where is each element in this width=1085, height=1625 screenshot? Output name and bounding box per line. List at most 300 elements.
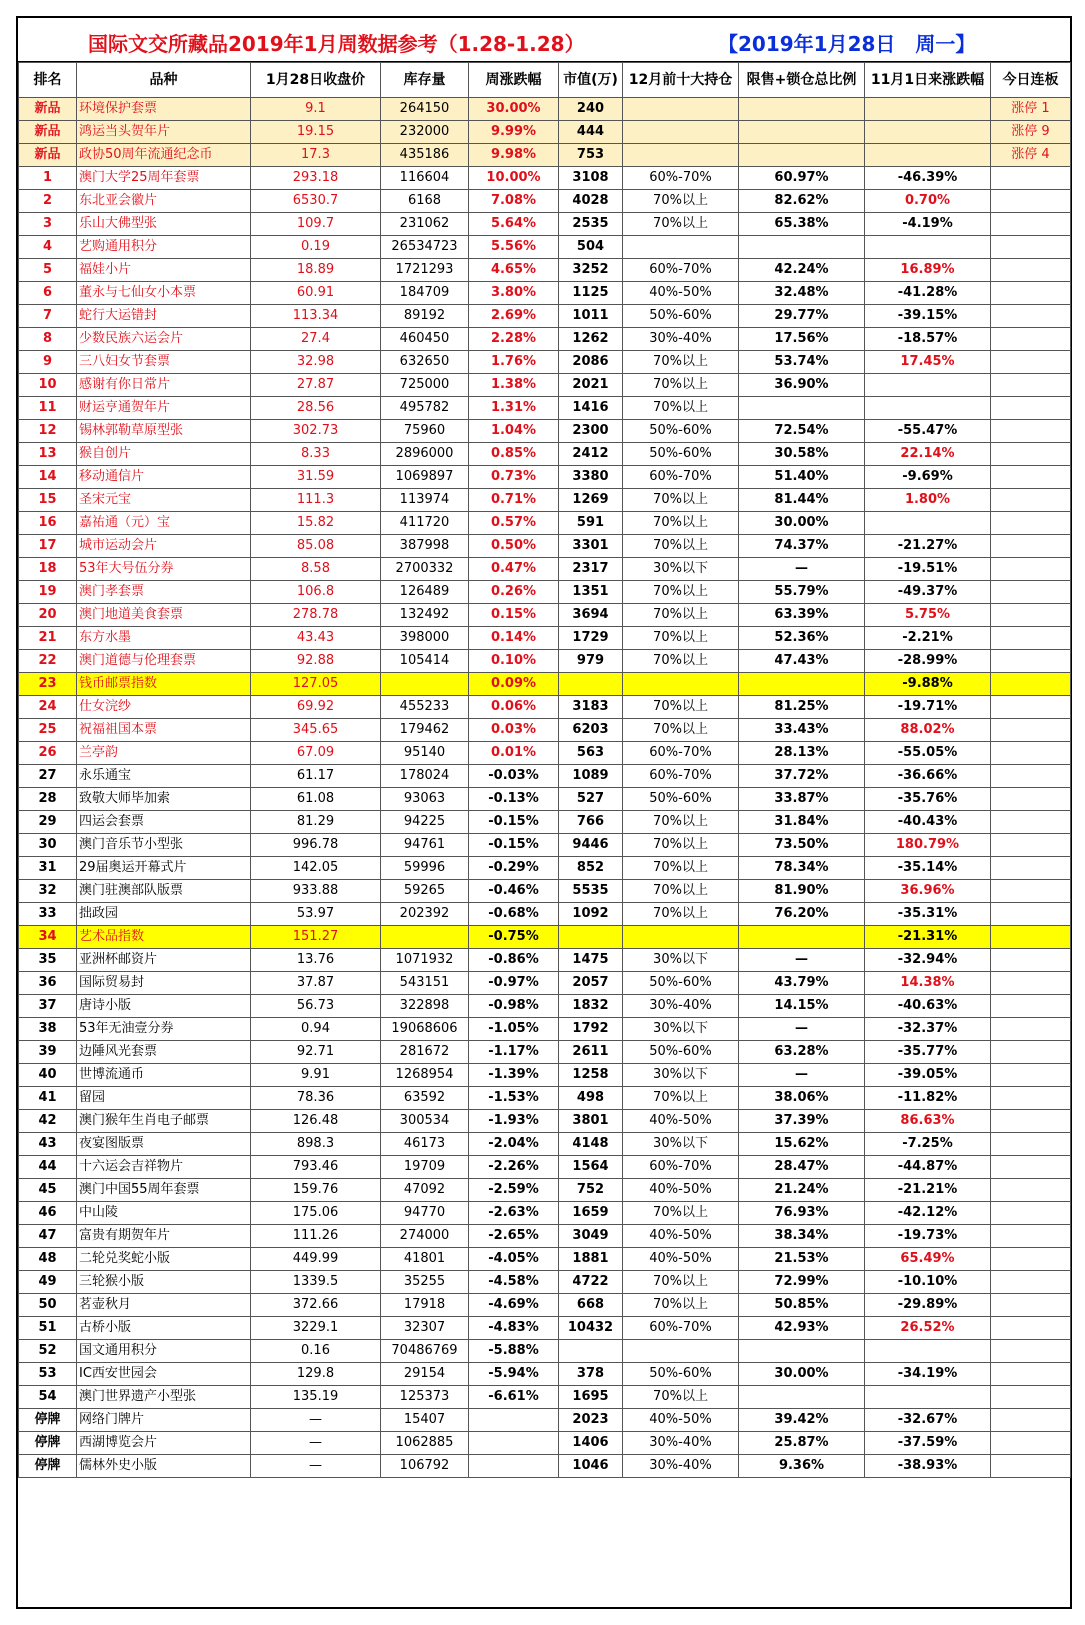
table-row[interactable]	[19, 788, 1071, 811]
cell-market-cap: 4722	[559, 1271, 623, 1294]
cell-since-nov1: -40.43%	[865, 811, 991, 834]
cell-locked-ratio: 36.90%	[739, 374, 865, 397]
cell-locked-ratio: 30.58%	[739, 443, 865, 466]
table-row[interactable]	[19, 512, 1071, 535]
cell-close: 9.1	[251, 98, 381, 121]
cell-rank: 51	[19, 1317, 77, 1340]
cell-top10-holding: 30%以下	[623, 949, 739, 972]
cell-locked-ratio: 31.84%	[739, 811, 865, 834]
table-row[interactable]	[19, 236, 1071, 259]
table-row[interactable]	[19, 604, 1071, 627]
cell-locked-ratio: 47.43%	[739, 650, 865, 673]
table-row[interactable]	[19, 673, 1071, 696]
cell-limit-streak	[991, 1156, 1071, 1179]
cell-name: 艺术品指数	[77, 926, 251, 949]
cell-weekly-change: 5.64%	[469, 213, 559, 236]
cell-close: 8.58	[251, 558, 381, 581]
cell-since-nov1: -36.66%	[865, 765, 991, 788]
cell-locked-ratio: 55.79%	[739, 581, 865, 604]
cell-since-nov1: 1.80%	[865, 489, 991, 512]
cell-market-cap: 3252	[559, 259, 623, 282]
table-row[interactable]	[19, 903, 1071, 926]
cell-rank: 12	[19, 420, 77, 443]
cell-market-cap: 5535	[559, 880, 623, 903]
cell-stock: 126489	[381, 581, 469, 604]
cell-weekly-change: 10.00%	[469, 167, 559, 190]
table-row[interactable]	[19, 443, 1071, 466]
cell-rank: 31	[19, 857, 77, 880]
cell-since-nov1: 36.96%	[865, 880, 991, 903]
cell-locked-ratio: 14.15%	[739, 995, 865, 1018]
table-row[interactable]	[19, 489, 1071, 512]
cell-rank: 35	[19, 949, 77, 972]
cell-since-nov1: 14.38%	[865, 972, 991, 995]
cell-since-nov1	[865, 144, 991, 167]
cell-limit-streak	[991, 581, 1071, 604]
cell-limit-streak: 涨停 1	[991, 98, 1071, 121]
table-row[interactable]	[19, 305, 1071, 328]
cell-stock: 70486769	[381, 1340, 469, 1363]
cell-locked-ratio: 81.44%	[739, 489, 865, 512]
cell-close: 61.17	[251, 765, 381, 788]
cell-market-cap: 2611	[559, 1041, 623, 1064]
cell-name: 国际贸易封	[77, 972, 251, 995]
cell-market-cap: 3183	[559, 696, 623, 719]
cell-locked-ratio: 37.39%	[739, 1110, 865, 1133]
cell-locked-ratio: 42.24%	[739, 259, 865, 282]
cell-top10-holding	[623, 121, 739, 144]
cell-top10-holding: 70%以上	[623, 627, 739, 650]
cell-market-cap: 504	[559, 236, 623, 259]
cell-since-nov1: -28.99%	[865, 650, 991, 673]
cell-name: 澳门地道美食套票	[77, 604, 251, 627]
cell-stock: 281672	[381, 1041, 469, 1064]
cell-weekly-change: -0.03%	[469, 765, 559, 788]
cell-limit-streak	[991, 305, 1071, 328]
cell-rank: 4	[19, 236, 77, 259]
cell-top10-holding: 50%-60%	[623, 305, 739, 328]
cell-weekly-change: 1.76%	[469, 351, 559, 374]
table-row[interactable]	[19, 328, 1071, 351]
cell-locked-ratio: 21.53%	[739, 1248, 865, 1271]
cell-rank: 3	[19, 213, 77, 236]
cell-since-nov1: -49.37%	[865, 581, 991, 604]
cell-locked-ratio: —	[739, 558, 865, 581]
cell-since-nov1: 86.63%	[865, 1110, 991, 1133]
cell-close: 302.73	[251, 420, 381, 443]
table-row[interactable]	[19, 995, 1071, 1018]
sheet-date: 【2019年1月28日 周一】	[718, 32, 976, 56]
header-market-cap[interactable]: 市值(万)	[559, 63, 623, 98]
cell-rank: 新品	[19, 144, 77, 167]
cell-weekly-change: 5.56%	[469, 236, 559, 259]
cell-name: 三轮猴小版	[77, 1271, 251, 1294]
cell-top10-holding: 70%以上	[623, 535, 739, 558]
table-row[interactable]	[19, 1041, 1071, 1064]
cell-limit-streak	[991, 397, 1071, 420]
cell-close: 372.66	[251, 1294, 381, 1317]
cell-rank: 42	[19, 1110, 77, 1133]
cell-locked-ratio	[739, 1386, 865, 1409]
cell-top10-holding: 70%以上	[623, 397, 739, 420]
cell-weekly-change: 1.38%	[469, 374, 559, 397]
cell-market-cap: 1011	[559, 305, 623, 328]
cell-market-cap: 240	[559, 98, 623, 121]
table-row[interactable]	[19, 1409, 1071, 1432]
table-row[interactable]	[19, 719, 1071, 742]
cell-since-nov1: -10.10%	[865, 1271, 991, 1294]
cell-top10-holding	[623, 144, 739, 167]
cell-weekly-change: -4.83%	[469, 1317, 559, 1340]
cell-name: 富贵有期贺年片	[77, 1225, 251, 1248]
cell-close: 1339.5	[251, 1271, 381, 1294]
cell-since-nov1: -46.39%	[865, 167, 991, 190]
table-row[interactable]	[19, 1064, 1071, 1087]
cell-since-nov1: 0.70%	[865, 190, 991, 213]
table-row[interactable]	[19, 926, 1071, 949]
cell-weekly-change: -0.15%	[469, 811, 559, 834]
table-row[interactable]	[19, 1340, 1071, 1363]
table-row[interactable]	[19, 627, 1071, 650]
table-row[interactable]	[19, 144, 1071, 167]
cell-limit-streak	[991, 535, 1071, 558]
table-row[interactable]	[19, 1156, 1071, 1179]
cell-since-nov1: -38.93%	[865, 1455, 991, 1478]
cell-weekly-change: 0.26%	[469, 581, 559, 604]
cell-top10-holding: 70%以上	[623, 857, 739, 880]
cell-rank: 38	[19, 1018, 77, 1041]
table-row[interactable]	[19, 1271, 1071, 1294]
cell-name: 世博流通币	[77, 1064, 251, 1087]
cell-close: 92.71	[251, 1041, 381, 1064]
cell-weekly-change: 0.73%	[469, 466, 559, 489]
cell-name: 国文通用积分	[77, 1340, 251, 1363]
cell-locked-ratio: 81.25%	[739, 696, 865, 719]
cell-since-nov1: -21.31%	[865, 926, 991, 949]
table-row[interactable]	[19, 880, 1071, 903]
cell-weekly-change: 0.14%	[469, 627, 559, 650]
cell-top10-holding: 50%-60%	[623, 1363, 739, 1386]
table-row[interactable]	[19, 581, 1071, 604]
cell-stock: 59996	[381, 857, 469, 880]
table-row[interactable]	[19, 742, 1071, 765]
cell-name: 城市运动会片	[77, 535, 251, 558]
cell-market-cap: 1092	[559, 903, 623, 926]
cell-rank: 49	[19, 1271, 77, 1294]
cell-stock: 26534723	[381, 236, 469, 259]
cell-weekly-change: 0.09%	[469, 673, 559, 696]
cell-weekly-change: 0.10%	[469, 650, 559, 673]
table-row[interactable]	[19, 650, 1071, 673]
table-body	[19, 98, 1071, 1478]
cell-market-cap: 2021	[559, 374, 623, 397]
cell-top10-holding: 70%以上	[623, 1294, 739, 1317]
cell-since-nov1	[865, 397, 991, 420]
cell-locked-ratio: 37.72%	[739, 765, 865, 788]
header-row	[19, 63, 1071, 98]
cell-close: 159.76	[251, 1179, 381, 1202]
table-row[interactable]	[19, 1225, 1071, 1248]
cell-top10-holding: 70%以上	[623, 1087, 739, 1110]
cell-weekly-change: -5.94%	[469, 1363, 559, 1386]
header-weekly-change[interactable]: 周涨跌幅	[469, 63, 559, 98]
table-row[interactable]	[19, 535, 1071, 558]
cell-close: 8.33	[251, 443, 381, 466]
cell-market-cap: 1258	[559, 1064, 623, 1087]
cell-weekly-change: 0.01%	[469, 742, 559, 765]
cell-limit-streak	[991, 1133, 1071, 1156]
cell-weekly-change: 2.28%	[469, 328, 559, 351]
cell-rank: 46	[19, 1202, 77, 1225]
cell-close: 151.27	[251, 926, 381, 949]
table-row[interactable]	[19, 397, 1071, 420]
cell-since-nov1: 16.89%	[865, 259, 991, 282]
cell-market-cap: 1564	[559, 1156, 623, 1179]
cell-market-cap: 1695	[559, 1386, 623, 1409]
cell-name: 福娃小片	[77, 259, 251, 282]
table-row[interactable]	[19, 282, 1071, 305]
cell-limit-streak	[991, 650, 1071, 673]
cell-stock: 75960	[381, 420, 469, 443]
cell-rank: 39	[19, 1041, 77, 1064]
cell-limit-streak	[991, 1271, 1071, 1294]
table-row[interactable]	[19, 1317, 1071, 1340]
title-bar	[18, 18, 1070, 62]
cell-stock: 106792	[381, 1455, 469, 1478]
cell-rank: 28	[19, 788, 77, 811]
cell-rank: 8	[19, 328, 77, 351]
cell-stock: 15407	[381, 1409, 469, 1432]
cell-limit-streak	[991, 489, 1071, 512]
cell-locked-ratio: 42.93%	[739, 1317, 865, 1340]
table-row[interactable]	[19, 1110, 1071, 1133]
cell-market-cap: 591	[559, 512, 623, 535]
table-row[interactable]	[19, 1363, 1071, 1386]
table-row[interactable]	[19, 765, 1071, 788]
cell-stock: 95140	[381, 742, 469, 765]
cell-top10-holding: 30%-40%	[623, 1455, 739, 1478]
cell-stock: 46173	[381, 1133, 469, 1156]
cell-rank: 27	[19, 765, 77, 788]
header-top10-holding[interactable]: 12月前十大持仓	[623, 63, 739, 98]
cell-market-cap: 1125	[559, 282, 623, 305]
table-row[interactable]	[19, 1018, 1071, 1041]
cell-name: 53年无油壹分券	[77, 1018, 251, 1041]
cell-limit-streak	[991, 1409, 1071, 1432]
cell-limit-streak	[991, 558, 1071, 581]
cell-top10-holding	[623, 673, 739, 696]
cell-weekly-change: 0.15%	[469, 604, 559, 627]
cell-limit-streak	[991, 1455, 1071, 1478]
table-row[interactable]	[19, 558, 1071, 581]
cell-close: 449.99	[251, 1248, 381, 1271]
cell-close: 81.29	[251, 811, 381, 834]
cell-stock: 632650	[381, 351, 469, 374]
table-row[interactable]	[19, 190, 1071, 213]
cell-stock: 6168	[381, 190, 469, 213]
cell-rank: 34	[19, 926, 77, 949]
cell-rank: 7	[19, 305, 77, 328]
cell-market-cap: 9446	[559, 834, 623, 857]
cell-since-nov1	[865, 374, 991, 397]
cell-stock: 93063	[381, 788, 469, 811]
cell-top10-holding: 70%以上	[623, 489, 739, 512]
cell-locked-ratio: 74.37%	[739, 535, 865, 558]
cell-market-cap: 852	[559, 857, 623, 880]
cell-rank: 37	[19, 995, 77, 1018]
cell-close: 92.88	[251, 650, 381, 673]
cell-market-cap: 1416	[559, 397, 623, 420]
cell-weekly-change: 1.31%	[469, 397, 559, 420]
header-stock[interactable]: 库存量	[381, 63, 469, 98]
cell-name: 夜宴图版票	[77, 1133, 251, 1156]
cell-name: 澳门孝套票	[77, 581, 251, 604]
cell-since-nov1	[865, 121, 991, 144]
cell-limit-streak	[991, 1386, 1071, 1409]
table-row[interactable]	[19, 1179, 1071, 1202]
cell-top10-holding: 70%以上	[623, 190, 739, 213]
cell-close: 135.19	[251, 1386, 381, 1409]
cell-close: 53.97	[251, 903, 381, 926]
table-row[interactable]	[19, 1133, 1071, 1156]
cell-weekly-change: 0.57%	[469, 512, 559, 535]
cell-stock: 41801	[381, 1248, 469, 1271]
cell-weekly-change: -0.15%	[469, 834, 559, 857]
cell-limit-streak	[991, 1041, 1071, 1064]
cell-since-nov1: 5.75%	[865, 604, 991, 627]
table-row[interactable]	[19, 121, 1071, 144]
header-rank[interactable]: 排名	[19, 63, 77, 98]
cell-since-nov1	[865, 98, 991, 121]
cell-rank: 20	[19, 604, 77, 627]
table-row[interactable]	[19, 857, 1071, 880]
cell-close: 0.16	[251, 1340, 381, 1363]
header-locked-ratio[interactable]: 限售+锁仓总比例	[739, 63, 865, 98]
cell-limit-streak	[991, 1363, 1071, 1386]
cell-market-cap: 1475	[559, 949, 623, 972]
table-row[interactable]	[19, 1087, 1071, 1110]
cell-locked-ratio: 81.90%	[739, 880, 865, 903]
table-row[interactable]	[19, 811, 1071, 834]
cell-market-cap: 3108	[559, 167, 623, 190]
cell-name: 致敬大师毕加索	[77, 788, 251, 811]
cell-rank: 30	[19, 834, 77, 857]
cell-limit-streak	[991, 259, 1071, 282]
table-row[interactable]	[19, 1432, 1071, 1455]
header-since-nov1[interactable]: 11月1日来涨跌幅	[865, 63, 991, 98]
table-row[interactable]	[19, 259, 1071, 282]
cell-market-cap: 378	[559, 1363, 623, 1386]
cell-close: 61.08	[251, 788, 381, 811]
cell-close: 106.8	[251, 581, 381, 604]
cell-locked-ratio: 82.62%	[739, 190, 865, 213]
cell-since-nov1: 26.52%	[865, 1317, 991, 1340]
cell-close: 6530.7	[251, 190, 381, 213]
cell-weekly-change: 9.98%	[469, 144, 559, 167]
cell-limit-streak	[991, 972, 1071, 995]
cell-close: 67.09	[251, 742, 381, 765]
cell-close: 129.8	[251, 1363, 381, 1386]
table-row[interactable]	[19, 1455, 1071, 1478]
cell-top10-holding: 60%-70%	[623, 742, 739, 765]
table-row[interactable]	[19, 374, 1071, 397]
cell-top10-holding: 30%以下	[623, 1133, 739, 1156]
cell-market-cap: 4148	[559, 1133, 623, 1156]
cell-name: 政协50周年流通纪念币	[77, 144, 251, 167]
cell-market-cap: 766	[559, 811, 623, 834]
cell-close: —	[251, 1455, 381, 1478]
cell-limit-streak	[991, 351, 1071, 374]
table-row[interactable]	[19, 466, 1071, 489]
cell-limit-streak	[991, 374, 1071, 397]
table-row[interactable]	[19, 213, 1071, 236]
table-row[interactable]	[19, 167, 1071, 190]
cell-stock: 387998	[381, 535, 469, 558]
cell-market-cap: 2057	[559, 972, 623, 995]
cell-market-cap: 2086	[559, 351, 623, 374]
cell-since-nov1: -42.12%	[865, 1202, 991, 1225]
cell-stock	[381, 926, 469, 949]
cell-locked-ratio	[739, 673, 865, 696]
cell-limit-streak	[991, 420, 1071, 443]
table-row[interactable]	[19, 351, 1071, 374]
cell-market-cap: 1881	[559, 1248, 623, 1271]
cell-stock: 543151	[381, 972, 469, 995]
cell-since-nov1	[865, 1340, 991, 1363]
header-close[interactable]: 1月28日收盘价	[251, 63, 381, 98]
cell-rank: 16	[19, 512, 77, 535]
cell-locked-ratio: 15.62%	[739, 1133, 865, 1156]
table-row[interactable]	[19, 1386, 1071, 1409]
table-row[interactable]	[19, 420, 1071, 443]
cell-locked-ratio: 29.77%	[739, 305, 865, 328]
cell-close: 113.34	[251, 305, 381, 328]
table-row[interactable]	[19, 1202, 1071, 1225]
cell-limit-streak	[991, 742, 1071, 765]
cell-top10-holding: 70%以上	[623, 811, 739, 834]
cell-rank: 26	[19, 742, 77, 765]
table-row[interactable]	[19, 696, 1071, 719]
cell-close: 933.88	[251, 880, 381, 903]
cell-limit-streak	[991, 834, 1071, 857]
cell-top10-holding: 70%以上	[623, 213, 739, 236]
cell-top10-holding: 70%以上	[623, 650, 739, 673]
cell-close: 127.05	[251, 673, 381, 696]
cell-top10-holding: 70%以上	[623, 1386, 739, 1409]
table-row[interactable]	[19, 834, 1071, 857]
cell-since-nov1	[865, 236, 991, 259]
header-name[interactable]: 品种	[77, 63, 251, 98]
table-row[interactable]	[19, 1248, 1071, 1271]
table-row[interactable]	[19, 949, 1071, 972]
cell-locked-ratio	[739, 98, 865, 121]
cell-weekly-change: -4.69%	[469, 1294, 559, 1317]
table-row[interactable]	[19, 972, 1071, 995]
cell-top10-holding: 70%以上	[623, 834, 739, 857]
table-row[interactable]	[19, 98, 1071, 121]
cell-stock: 94761	[381, 834, 469, 857]
cell-name: 澳门道德与伦理套票	[77, 650, 251, 673]
cell-stock: 116604	[381, 167, 469, 190]
cell-limit-streak	[991, 466, 1071, 489]
cell-since-nov1: -9.88%	[865, 673, 991, 696]
cell-weekly-change: 1.04%	[469, 420, 559, 443]
table-row[interactable]	[19, 1294, 1071, 1317]
header-limit-streak[interactable]: 今日连板	[991, 63, 1071, 98]
cell-stock: 202392	[381, 903, 469, 926]
cell-since-nov1: -4.19%	[865, 213, 991, 236]
cell-top10-holding: 70%以上	[623, 374, 739, 397]
